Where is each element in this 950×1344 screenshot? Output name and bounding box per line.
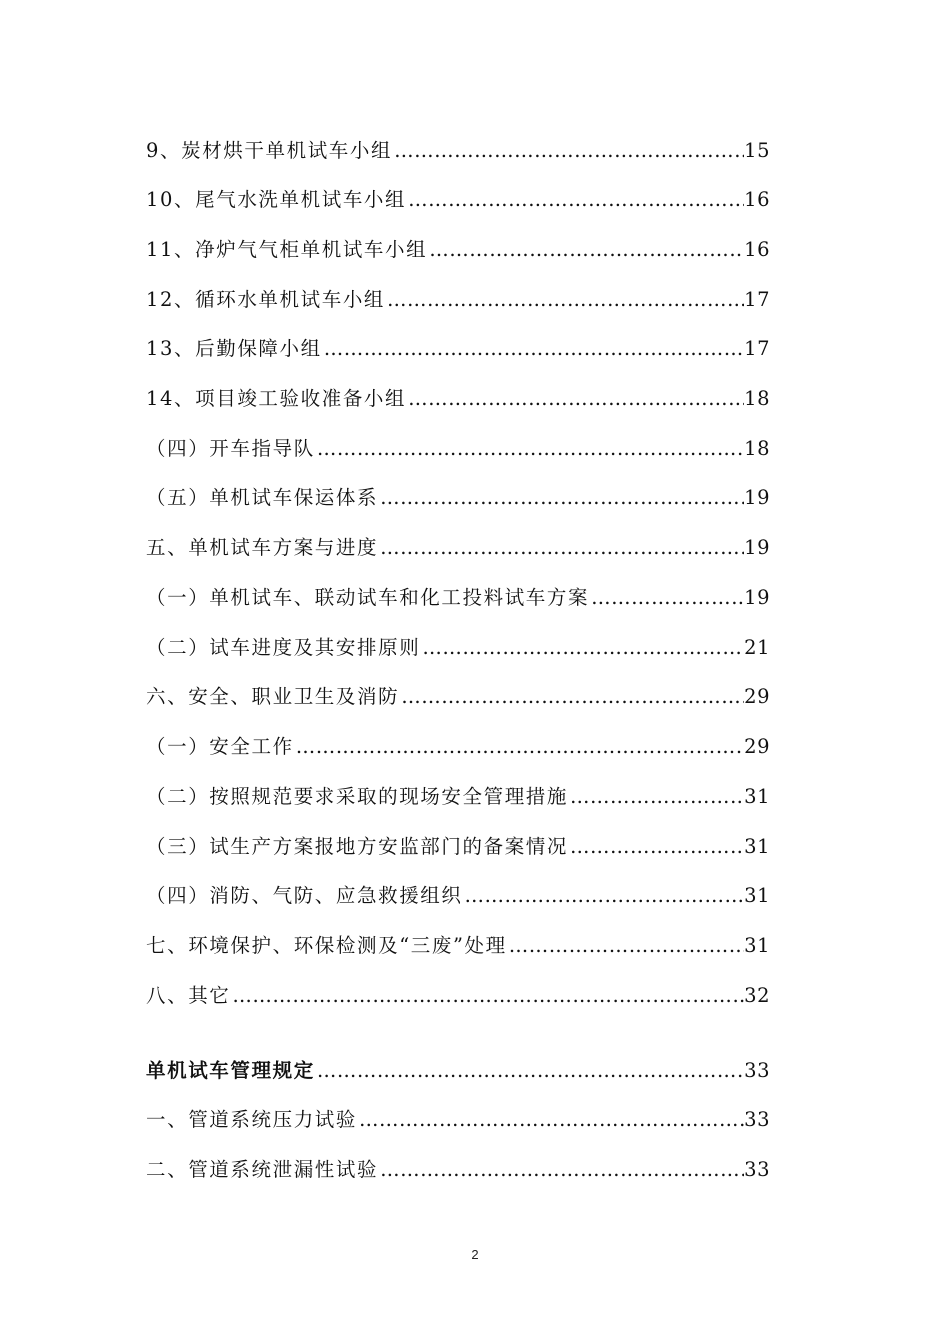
toc-entry [146,582,770,614]
toc-leader-dots [315,433,744,465]
toc-entry-page: 29 [744,685,770,708]
toc-entry-page: 31 [744,835,770,858]
toc-entry-label: 11、净炉气气柜单机试车小组 [146,238,428,261]
toc-entry [146,930,770,962]
toc-entry-page: 16 [744,188,770,211]
toc-leader-dots [399,681,744,713]
toc-leader-dots [315,1055,744,1087]
toc-entry [146,632,770,664]
toc-leader-dots [322,333,744,365]
toc-entry-label: 13、后勤保障小组 [146,337,322,360]
toc-leader-dots [378,482,744,514]
toc-entry-label: （四）消防、气防、应急救援组织 [146,884,463,907]
toc-entry-page: 18 [744,387,770,410]
toc-leader-dots [378,532,744,564]
toc-leader-dots [378,1154,744,1186]
toc-leader-dots [392,135,744,167]
toc-entry-page: 33 [744,1059,770,1082]
toc-leader-dots [507,930,744,962]
toc-leader-dots [568,781,744,813]
toc-entry [146,433,770,465]
toc-leader-dots [357,1104,744,1136]
toc-entry-label: 八、其它 [146,984,231,1007]
toc-entry-page: 31 [744,884,770,907]
toc-entry-label: 七、环境保护、环保检测及“三废”处理 [146,934,507,957]
toc-entry [146,482,770,514]
toc-entry-page: 16 [744,238,770,261]
toc-entry-label: 五、单机试车方案与进度 [146,536,379,559]
toc-entry-label: 六、安全、职业卫生及消防 [146,685,400,708]
toc-entry-label: （二）按照规范要求采取的现场安全管理措施 [146,785,569,808]
toc-entry [146,1154,770,1186]
toc-entry [146,980,770,1012]
toc-entry-page: 21 [744,636,770,659]
toc-entry-label: （五）单机试车保运体系 [146,486,379,509]
toc-entry [146,333,770,365]
toc-entry [146,731,770,763]
toc-entry-page: 31 [744,785,770,808]
toc-entry-label: 一、管道系统压力试验 [146,1108,358,1131]
toc-entry-label: 12、循环水单机试车小组 [146,288,386,311]
toc-entry-page: 17 [744,288,770,311]
page-number: 2 [471,1247,479,1262]
toc-entry-page: 32 [744,984,770,1007]
toc-entry-label: 9、炭材烘干单机试车小组 [146,139,393,162]
toc-entry [146,383,770,415]
toc-entry-label: （四）开车指导队 [146,437,315,460]
toc-entry [146,1104,770,1136]
toc-entry-page: 31 [744,934,770,957]
toc-entry [146,284,770,316]
toc-leader-dots [406,383,744,415]
toc-entry [146,781,770,813]
toc-leader-dots [385,284,744,316]
toc-leader-dots [230,980,744,1012]
toc-entry [146,681,770,713]
toc-entry-page: 29 [744,735,770,758]
toc-entry-label: 10、尾气水洗单机试车小组 [146,188,407,211]
toc-entry-page: 19 [744,536,770,559]
toc-entry [146,831,770,863]
toc-leader-dots [427,234,744,266]
toc-entry-label: 14、项目竣工验收准备小组 [146,387,407,410]
toc-entry [146,184,770,216]
toc-entry-label: （二）试车进度及其安排原则 [146,636,421,659]
toc-entry-page: 33 [744,1158,770,1181]
toc-leader-dots [463,880,745,912]
toc-leader-dots [294,731,744,763]
toc-leader-dots [568,831,744,863]
toc-entry-page: 19 [744,486,770,509]
toc-entry-label: （三）试生产方案报地方安监部门的备案情况 [146,835,569,858]
toc-entry [146,532,770,564]
toc-entry-page: 19 [744,586,770,609]
toc-entry-label: （一）安全工作 [146,735,294,758]
toc-entry-page: 18 [744,437,770,460]
toc-entry [146,234,770,266]
toc-entry-label: （一）单机试车、联动试车和化工投料试车方案 [146,586,590,609]
toc-entry-page: 15 [744,139,770,162]
toc-entry [146,135,770,167]
toc-section-heading [146,1055,770,1087]
toc-entry-page: 33 [744,1108,770,1131]
toc-leader-dots [589,582,744,614]
toc-entry-label: 单机试车管理规定 [146,1059,315,1082]
toc-leader-dots [420,632,744,664]
toc-entry [146,880,770,912]
toc-entry-page: 17 [744,337,770,360]
toc-entry-label: 二、管道系统泄漏性试验 [146,1158,379,1181]
toc-leader-dots [406,184,744,216]
